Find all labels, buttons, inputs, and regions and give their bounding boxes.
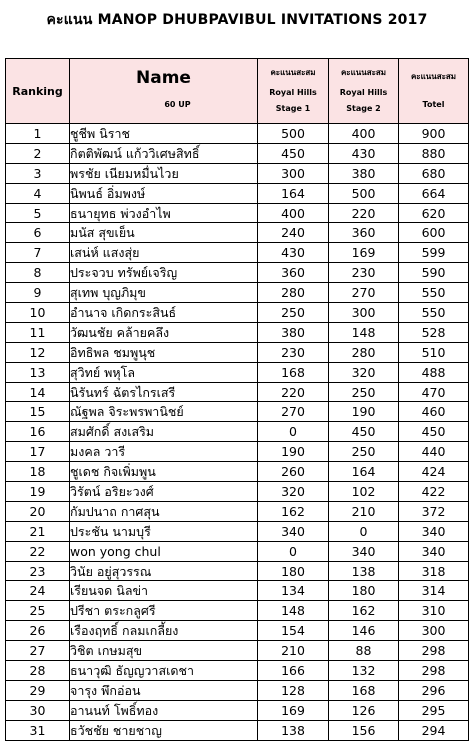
total-score-cell: 314 [399,581,469,601]
total-score-cell: 528 [399,322,469,342]
total-score-cell: 620 [399,203,469,223]
player-name-cell: วัฒนชัย คล้ายคลึง [70,322,258,342]
stage1-header-stage: Stage 1 [275,104,311,113]
rank-cell: 21 [6,521,70,541]
rank-cell: 9 [6,283,70,303]
stage2-score-cell: 156 [329,720,399,740]
table-row [6,581,469,601]
rank-cell: 27 [6,641,70,661]
rank-cell: 29 [6,680,70,700]
total-score-cell: 296 [399,680,469,700]
player-name-cell: ณัฐพล จิระพรพานิชย์ [70,402,258,422]
player-name-cell: วิรัตน์ อริยะวงศ์ [70,482,258,502]
stage1-score-cell: 0 [258,541,329,561]
stage1-score-cell: 128 [258,680,329,700]
rank-cell: 26 [6,621,70,641]
stage1-score-cell: 154 [258,621,329,641]
player-name-cell: สุเทพ บุญภิมุข [70,283,258,303]
player-name-cell: นิพนธ์ อิ่มพงษ์ [70,183,258,203]
player-name-cell: อิทธิพล ชมพูนุช [70,342,258,362]
table-row [6,263,469,283]
stage1-score-cell: 210 [258,641,329,661]
stage1-header-top: คะแนนสะสม [270,68,316,77]
results-table-body [6,124,469,741]
stage2-score-cell: 340 [329,541,399,561]
player-name-cell: เรียนจด นิลข่า [70,581,258,601]
stage1-score-cell: 250 [258,303,329,323]
total-score-cell: 295 [399,700,469,720]
total-score-cell: 550 [399,283,469,303]
rank-cell: 23 [6,561,70,581]
stage1-score-cell: 320 [258,482,329,502]
total-score-cell: 488 [399,362,469,382]
player-name-cell: อำนาจ เกิดกระสินธ์ [70,303,258,323]
rank-cell: 20 [6,501,70,521]
stage2-score-cell: 190 [329,402,399,422]
name-header [70,59,258,124]
table-row [6,243,469,263]
table-row [6,283,469,303]
stage1-score-cell: 400 [258,203,329,223]
total-score-cell: 460 [399,402,469,422]
total-score-cell: 294 [399,720,469,740]
table-row [6,203,469,223]
stage1-score-cell: 134 [258,581,329,601]
total-score-cell: 680 [399,163,469,183]
total-score-cell: 440 [399,442,469,462]
table-row [6,163,469,183]
stage2-score-cell: 210 [329,501,399,521]
stage1-score-cell: 380 [258,322,329,342]
total-score-cell: 298 [399,641,469,661]
stage1-score-cell: 280 [258,283,329,303]
table-row [6,720,469,740]
stage2-score-cell: 320 [329,362,399,382]
total-score-cell: 900 [399,124,469,144]
results-table-header [6,59,469,124]
stage2-score-cell: 138 [329,561,399,581]
stage1-score-cell: 162 [258,501,329,521]
player-name-cell: ประจวบ ทรัพย์เจริญ [70,263,258,283]
stage1-score-cell: 138 [258,720,329,740]
stage2-score-cell: 280 [329,342,399,362]
stage1-score-cell: 430 [258,243,329,263]
rank-cell: 31 [6,720,70,740]
rank-cell: 3 [6,163,70,183]
table-row [6,143,469,163]
stage1-score-cell: 240 [258,223,329,243]
stage2-score-cell: 360 [329,223,399,243]
rank-cell: 8 [6,263,70,283]
player-name-cell: มงคล วารี [70,442,258,462]
table-row [6,521,469,541]
stage2-score-cell: 162 [329,601,399,621]
total-header [399,59,469,124]
rank-cell: 18 [6,462,70,482]
total-score-cell: 318 [399,561,469,581]
stage2-score-cell: 126 [329,700,399,720]
player-name-cell: ธวัชชัย ชายชาญ [70,720,258,740]
total-score-cell: 424 [399,462,469,482]
stage2-score-cell: 270 [329,283,399,303]
total-score-cell: 340 [399,541,469,561]
stage1-score-cell: 300 [258,163,329,183]
age-category-label: 60 UP [164,99,191,109]
stage2-score-cell: 0 [329,521,399,541]
total-score-cell: 510 [399,342,469,362]
player-name-cell: นิรันทร์ ฉัตรไกรเสรี [70,382,258,402]
total-score-cell: 340 [399,521,469,541]
player-name-cell: มนัส สุขเย็น [70,223,258,243]
rank-cell: 10 [6,303,70,323]
table-row [6,382,469,402]
player-name-cell: สมศักดิ์ สงเสริม [70,422,258,442]
stage1-header-course: Royal Hills [269,88,317,97]
rank-cell: 22 [6,541,70,561]
player-name-cell: อานนท์ โพธิ์ทอง [70,700,258,720]
ranking-header [6,59,70,124]
player-name-cell: กิตติพัฒน์ แก้ววิเศษสิทธิ์ [70,143,258,163]
stage2-score-cell: 102 [329,482,399,502]
stage2-score-cell: 400 [329,124,399,144]
total-header-label: Totel [422,100,445,109]
player-name-cell: สุวิทย์ พหุโล [70,362,258,382]
player-name-cell: กัมปนาถ กาศสุน [70,501,258,521]
stage1-score-cell: 450 [258,143,329,163]
stage1-score-cell: 230 [258,342,329,362]
table-row [6,661,469,681]
stage2-header-top: คะแนนสะสม [340,68,387,77]
table-row [6,561,469,581]
player-name-cell: ประชัน นามบุรี [70,521,258,541]
rank-cell: 14 [6,382,70,402]
stage1-score-cell: 169 [258,700,329,720]
table-row [6,402,469,422]
stage2-score-cell: 169 [329,243,399,263]
table-row [6,342,469,362]
results-table [5,58,469,741]
total-score-cell: 590 [399,263,469,283]
stage2-score-cell: 220 [329,203,399,223]
player-name-cell: เรืองฤทธิ์ กลมเกลี้ยง [70,621,258,641]
table-row [6,541,469,561]
rank-cell: 15 [6,402,70,422]
stage1-score-cell: 270 [258,402,329,422]
stage2-header-stage: Stage 2 [346,104,381,113]
player-name-cell: ปรีชา ตระกลูศรี [70,601,258,621]
stage2-score-cell: 132 [329,661,399,681]
stage1-score-cell: 220 [258,382,329,402]
total-score-cell: 310 [399,601,469,621]
stage2-score-cell: 146 [329,621,399,641]
stage1-score-cell: 0 [258,422,329,442]
rank-cell: 19 [6,482,70,502]
table-row [6,303,469,323]
total-score-cell: 664 [399,183,469,203]
stage2-score-cell: 500 [329,183,399,203]
rank-cell: 25 [6,601,70,621]
table-row [6,322,469,342]
ranking-header-label: Ranking [12,84,63,98]
stage2-score-cell: 180 [329,581,399,601]
table-row [6,601,469,621]
rank-cell: 28 [6,661,70,681]
table-row [6,442,469,462]
table-row [6,482,469,502]
stage2-score-cell: 450 [329,422,399,442]
stage2-header-course: Royal Hills [339,88,388,97]
total-score-cell: 422 [399,482,469,502]
rank-cell: 4 [6,183,70,203]
player-name-cell: ชูชีพ นิราช [70,124,258,144]
total-score-cell: 600 [399,223,469,243]
rank-cell: 12 [6,342,70,362]
player-name-cell: เสน่ห์ แสงสุ่ย [70,243,258,263]
stage1-score-cell: 340 [258,521,329,541]
table-row [6,183,469,203]
stage2-score-cell: 380 [329,163,399,183]
player-name-cell: พรชัย เนียมหมื่นไวย [70,163,258,183]
table-row [6,641,469,661]
page-title: คะแนน MANOP DHUBPAVIBUL INVITATIONS 2017 [46,12,428,28]
table-row [6,462,469,482]
rank-cell: 5 [6,203,70,223]
rank-cell: 13 [6,362,70,382]
player-name-cell: ธนาวุฒิ ธัญญวาสเดชา [70,661,258,681]
stage2-score-cell: 88 [329,641,399,661]
player-name-cell: ชูเดช กิจเพิ่มพูน [70,462,258,482]
stage1-score-cell: 148 [258,601,329,621]
rank-cell: 24 [6,581,70,601]
stage1-score-cell: 190 [258,442,329,462]
rank-cell: 30 [6,700,70,720]
header-row [6,59,469,124]
stage2-score-cell: 230 [329,263,399,283]
stage1-score-cell: 166 [258,661,329,681]
player-name-cell: วินัย อยู่สุวรรณ [70,561,258,581]
stage2-score-cell: 148 [329,322,399,342]
stage1-score-cell: 164 [258,183,329,203]
rank-cell: 7 [6,243,70,263]
rank-cell: 16 [6,422,70,442]
rank-cell: 1 [6,124,70,144]
stage2-score-cell: 250 [329,382,399,402]
rank-cell: 17 [6,442,70,462]
total-score-cell: 550 [399,303,469,323]
rank-cell: 6 [6,223,70,243]
player-name-cell: วิชิต เกษมสุข [70,641,258,661]
stage2-score-cell: 250 [329,442,399,462]
stage1-score-cell: 500 [258,124,329,144]
stage2-score-cell: 300 [329,303,399,323]
rank-cell: 11 [6,322,70,342]
table-row [6,223,469,243]
stage1-header [258,59,329,124]
stage1-score-cell: 168 [258,362,329,382]
table-row [6,124,469,144]
table-row [6,362,469,382]
table-row [6,501,469,521]
rank-cell: 2 [6,143,70,163]
stage2-score-cell: 168 [329,680,399,700]
stage1-score-cell: 260 [258,462,329,482]
table-row [6,422,469,442]
stage2-score-cell: 430 [329,143,399,163]
stage2-score-cell: 164 [329,462,399,482]
player-name-cell: won yong chul [70,541,258,561]
total-header-top: คะแนนสะสม [410,72,457,81]
total-score-cell: 372 [399,501,469,521]
player-name-cell: จารุง พึกอ่อน [70,680,258,700]
total-score-cell: 470 [399,382,469,402]
table-row [6,680,469,700]
total-score-cell: 298 [399,661,469,681]
stage1-score-cell: 180 [258,561,329,581]
total-score-cell: 300 [399,621,469,641]
name-header-label: Name [136,67,191,88]
table-row [6,700,469,720]
table-row [6,621,469,641]
player-name-cell: ธนายุทธ พ่วงอำไพ [70,203,258,223]
total-score-cell: 599 [399,243,469,263]
stage2-header [329,59,399,124]
total-score-cell: 880 [399,143,469,163]
stage1-score-cell: 360 [258,263,329,283]
total-score-cell: 450 [399,422,469,442]
